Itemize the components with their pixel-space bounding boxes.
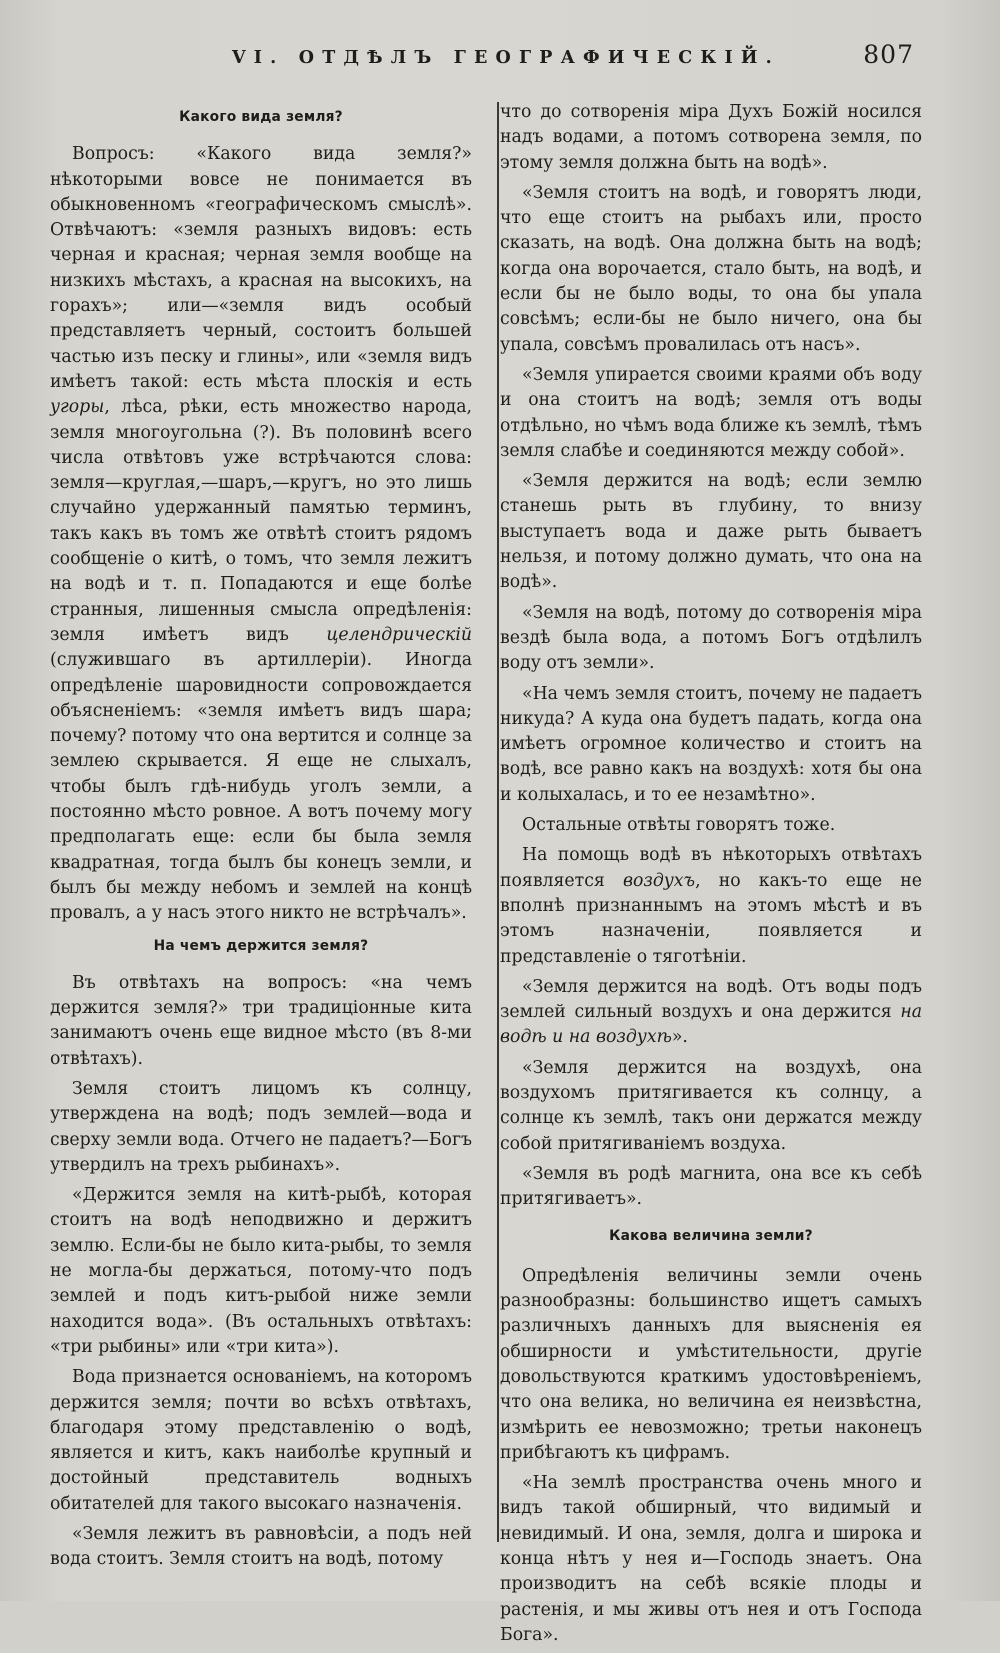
paragraph: Въ отвѣтахъ на вопросъ: «на чемъ держится земля?» три традиціонные кита занимаютъ очень еще видное мѣсто (въ 8-ми отвѣтахъ). xyxy=(50,972,472,1069)
paragraph: Земля стоитъ лицомъ къ солнцу, утверждена на водѣ; подъ землей—вода и сверху земли вода. Отчего не падаетъ?—Богъ утвердилъ на трехъ рыбинахъ». xyxy=(50,1078,472,1175)
paragraph: «Земля лежитъ въ равновѣсіи, а подъ ней вода стоитъ. Земля стоитъ на водѣ, потому xyxy=(50,1524,472,1570)
paragraph: «Земля держится на водѣ; если землю станешь рыть въ глубину, то внизу выступаетъ вода и даже рыть бываетъ нельзя, и потому должно думать, что она на водѣ». xyxy=(500,471,922,593)
section-heading-size: Какова величина земли? xyxy=(609,1228,813,1245)
section-heading-support: На чемъ держится земля? xyxy=(153,937,369,954)
section-heading-shape: Какого вида земля? xyxy=(179,109,343,125)
paragraph: «Земля на водѣ, потому до сотворенія міра вездѣ была вода, а потомъ Богъ отдѣлилъ воду отъ земли». xyxy=(500,602,922,674)
running-head: VI. ОТДѢЛЪ ГЕОГРАФИЧЕСКІЙ. xyxy=(232,48,780,68)
paragraph: «Земля держится на водѣ. Отъ воды подъ землей сильный воздухъ и она держится на водѣ и на воздухѣ». xyxy=(500,976,922,1048)
paragraph: «На чемъ земля стоитъ, почему не падаетъ никуда? А куда она будетъ падать, когда она имѣетъ огромное количество и стоитъ на водѣ, все равно какъ на воздухѣ: хотя бы она и колыхалась, и то ее незамѣтно». xyxy=(500,683,922,805)
column-divider xyxy=(497,102,499,1542)
paragraph: Вода признается основаніемъ, на которомъ держится земля; почти во всѣхъ отвѣтахъ, благодаря этому представленію о водѣ, является и китъ, какъ наиболѣе крупный и достойный представитель водныхъ обитателей для такого высокаго назначенія. xyxy=(50,1367,472,1514)
paragraph: «Земля упирается своими краями объ воду и она стоитъ на водѣ; земля отъ воды отдѣльно, но чѣмъ вода ближе къ землѣ, тѣмъ земля слабѣе и соединяются между собой». xyxy=(500,364,922,461)
paragraph: «Земля держится на воздухѣ, она воздухомъ притягивается къ солнцу, а солнце къ землѣ, такъ они держатся между собой притягиваніемъ воздуха. xyxy=(500,1057,922,1154)
paragraph: что до сотворенія міра Духъ Божій носился надъ водами, а потомъ сотворена земля, по этому земля должна быть на водѣ». xyxy=(500,102,922,173)
right-column xyxy=(500,100,922,1653)
paragraph: «Земля стоитъ на водѣ, и говорятъ люди, что еще стоитъ на рыбахъ или, просто сказать, на водѣ. Она должна быть на водѣ; когда она ворочается, стало быть, на водѣ, и если бы не было воды, то она бы упала совсѣмъ; если-бы не было ничего, она бы упала, совсѣмъ провалилась отъ насъ». xyxy=(500,182,922,355)
paragraph: Опредѣленія величины земли очень разнообразны: большинство ищетъ самыхъ различныхъ данныхъ для выясненія ея обширности и умѣстительности, другіе довольствуются краткимъ удостовѣреніемъ, что она велика, но величина ея неизвѣстна, измѣрить ее невозможно; третьи наконецъ прибѣгаютъ къ цифрамъ. xyxy=(500,1265,922,1463)
paragraph: Вопросъ: «Какого вида земля?» нѣкоторыми вовсе не понимается въ обыкновенномъ «географическомъ смыслѣ». Отвѣчаютъ: «земля разныхъ видовъ: есть черная и красная; черная земля вообще на низкихъ мѣстахъ, а красная на высокихъ, на горахъ»; или—«земля видъ особый представляетъ черный, состоитъ большей частью изъ песку и глины», или «земля видъ имѣетъ такой: есть мѣста плоскія и есть угоры, лѣса, рѣки, есть множество народа, земля многоугольна (?). Въ половинѣ всего числа отвѣтовъ уже встрѣчаются слова: земля—круглая,—шаръ,—кругъ, но это лишь случайно удержанный памятью терминъ, такъ какъ въ томъ же отвѣтѣ стоитъ рядомъ сообщеніе о китѣ, о томъ, что земля лежитъ на водѣ и т. п. Попадаются и еще болѣе странныя, лишенныя смысла опредѣленія: земля имѣетъ видъ целендрическій (служившаго въ артиллеріи). Иногда опредѣленіе шаровидности сопровождается объясненіемъ: «земля имѣетъ видъ шара; почему? потому что она вертится и солнце за землею скрывается. Я еще не слыхалъ, чтобы былъ гдѣ-нибудь уголъ земли, а постоянно мѣсто ровное. А вотъ почему могу предполагать еще: если бы была земля квадратная, тогда былъ бы конецъ земли, и былъ бы между небомъ и землей на концѣ провалъ, а у насъ этого никто не встрѣчалъ». xyxy=(50,144,472,924)
paragraph: На помощь водѣ въ нѣкоторыхъ отвѣтахъ появляется воздухъ, но какъ-то еще не вполнѣ признаннымъ на этомъ мѣстѣ и въ этомъ назначеніи, появляется и представленіе о тяготѣніи. xyxy=(500,845,922,967)
paragraph: «На землѣ пространства очень много и видъ такой обширный, что видимый и невидимый. И она, земля, долга и широка и конца нѣтъ у нея и—Господь знаетъ. Она производитъ на себѣ всякіе плоды и растенія, и мы живы отъ нея и отъ Господа Бога». xyxy=(500,1473,922,1645)
paragraph: «Земля въ родѣ магнита, она все къ себѣ притягиваетъ». xyxy=(500,1163,922,1210)
paragraph: Остальные отвѣты говорятъ тоже. xyxy=(522,815,836,836)
page-number: 807 xyxy=(863,40,914,69)
left-column xyxy=(50,100,472,1578)
paragraph: «Держится земля на китѣ-рыбѣ, которая стоитъ на водѣ неподвижно и держитъ землю. Если-бы не было кита-рыбы, то земля не могла-бы держаться, потому-что подъ землей и подъ китъ-рыбой ниже земли находится вода». (Въ остальныхъ отвѣтахъ: «три рыбины» или «три кита»). xyxy=(50,1185,472,1357)
